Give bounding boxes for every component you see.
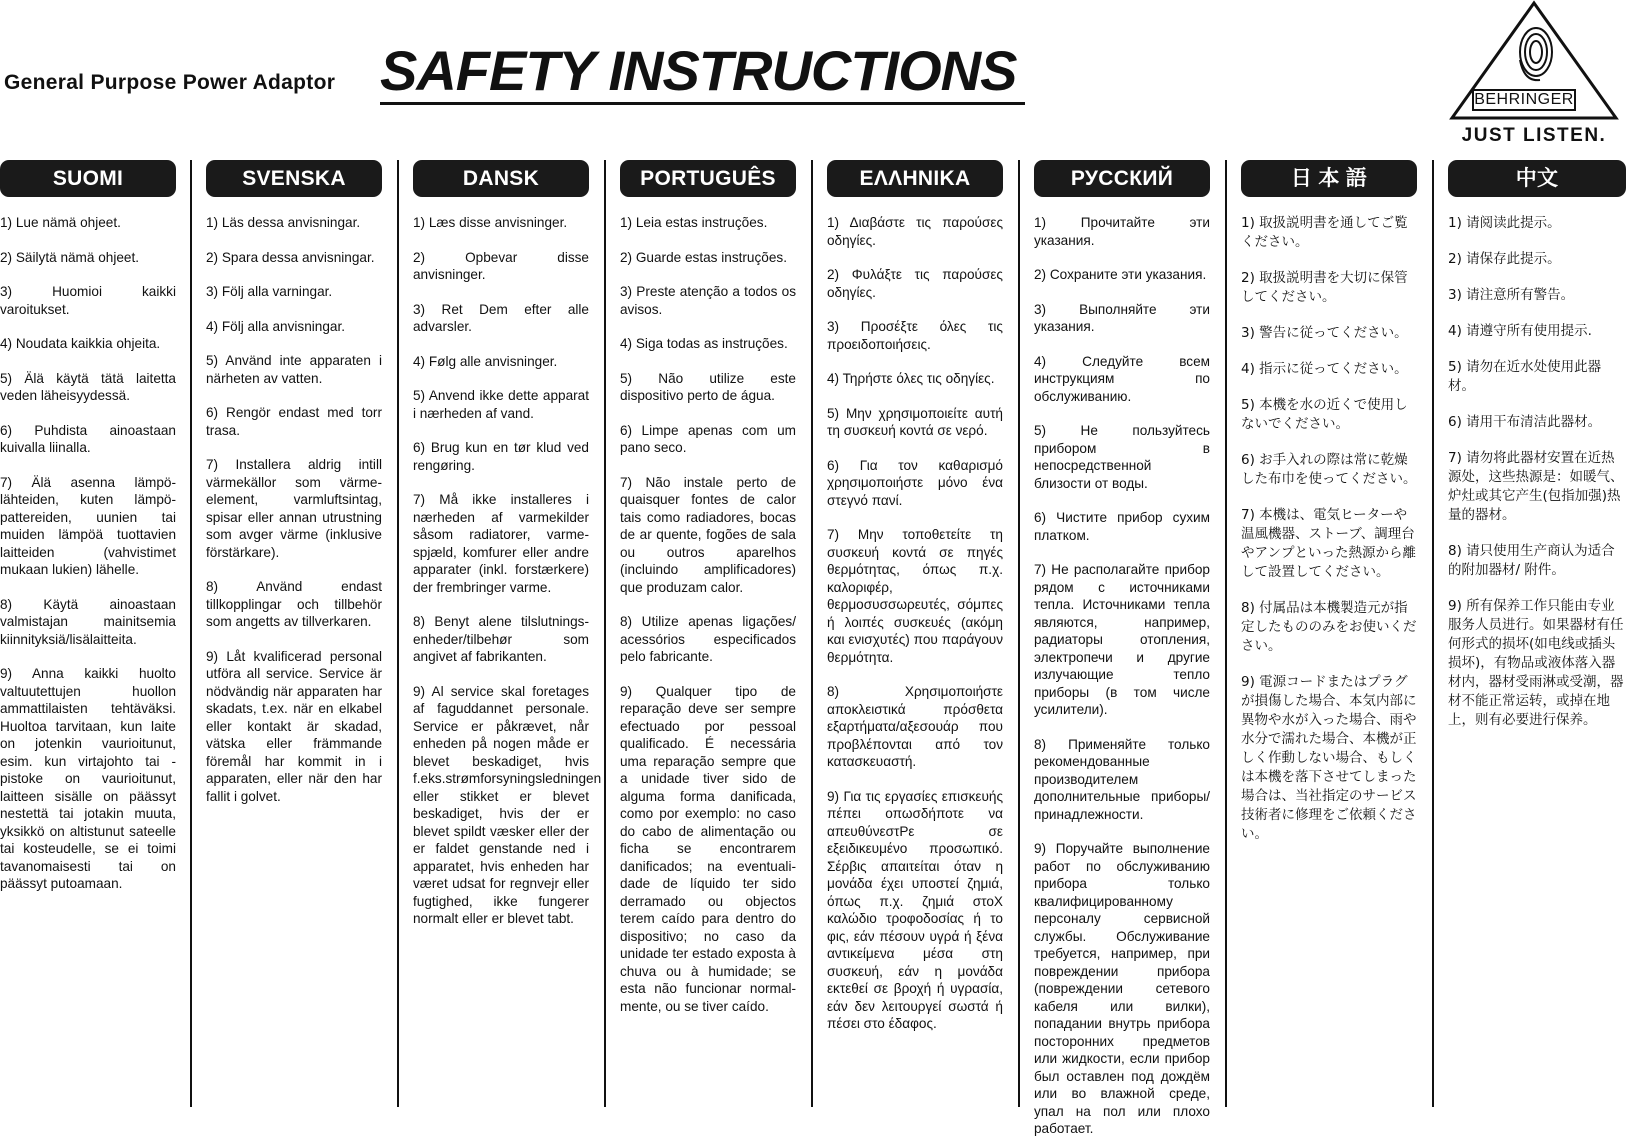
column-divider <box>190 160 192 1107</box>
column-divider <box>1432 160 1434 1107</box>
instruction-item: 5) Não utilize este dispositivo perto de água. <box>620 370 796 403</box>
logo-tagline: JUST LISTEN. <box>1461 125 1607 146</box>
document-subtitle: General Purpose Power Adaptor <box>4 71 336 94</box>
instruction-item: 1) Läs dessa anvisningar. <box>206 215 361 230</box>
instruction-item: 6) Για τον καθαρισμό χρησιμοποιήστε μόνο ένα στεγνό πανί. <box>827 457 1003 508</box>
instruction-item: 7) Älä asenna lämpö-lähteiden, kuten lämpö-pattereiden, uunien tai muiden lämpöä tuottavien laitteiden (vahvistimet mukaan lukien) lähelle. <box>0 474 176 577</box>
instruction-item: 1) Прочитайте эти указания. <box>1034 215 1210 248</box>
instruction-item: 6) Puhdista ainoastaan kuivalla liinalla. <box>0 422 176 455</box>
instruction-item: 4) Noudata kaikkia ohjeita. <box>0 336 161 351</box>
instruction-item: 7) Må ikke installeres i nærheden af varmekilder såsom radiatorer, varme-spjæld, komfurer eller andre apparater (inkl. forstærkere) der frembringer varme. <box>413 492 589 595</box>
instruction-item: 1) 取扱説明書を通してご覧ください。 <box>1241 215 1408 250</box>
instruction-item: 2) Сохраните эти указания. <box>1034 267 1207 282</box>
instruction-item: 9) 電源コードまたはプラグが損傷した場合、本気内部に異物や水が入った場合、雨や水分で濡れた場合、本機が正しく作動しない場合、もしくは本機を落下させてしまった場合は、当社指定のサービス技術者に修理をご依頼ください。 <box>1241 674 1417 842</box>
instruction-item: 5) 请勿在近水处使用此器材。 <box>1448 359 1602 394</box>
column-divider <box>811 160 813 1107</box>
instruction-item: 5) 本機を水の近くで使用しないでください。 <box>1241 397 1408 432</box>
column-dansk <box>413 160 602 1107</box>
instruction-item: 1) Leia estas instruções. <box>620 215 768 230</box>
instruction-item: 8) Benyt alene tilslutnings-enheder/tilbehør som angivet af fabrikanten. <box>413 614 589 664</box>
instruction-item: 3) Προσέξτε όλες τις προειδοποιήσεις. <box>827 319 1003 352</box>
instruction-item: 1) Lue nämä ohjeet. <box>0 215 121 230</box>
column-heading: SUOMI <box>0 160 176 197</box>
instruction-item: 7) 请勿将此器材安置在近热源处，这些热源是：如暖气、炉灶或其它产生(包指加强)热量的器材。 <box>1448 450 1624 523</box>
instruction-item: 8) 付属品は本機製造元が指定したもののみをお使いください。 <box>1241 600 1417 654</box>
instruction-item: 9) Για τις εργασίες επισκευής πέπει οπωσδήποτε να απευθύνεστΡε σε εξειδικευμένο προσωπικό. Σέρβις απαιτείται όταν η μονάδα έχει υποστεί ζημιά, όπως π.χ. ζημιά στοΧ καλώδιο τροφοδοσίας ή το φις, εάν πέσουν υγρά ή ξένα αντικείμενα μέσα στη συσκευή, εάν η μονάδα εκτεθεί σε βροχή ή υγρασία, εάν δεν λειτουργεί σωστά ή πέσει στο έδαφος. <box>827 788 1003 1031</box>
instruction-item: 5) Älä käytä tätä laitetta veden läheisyydessä. <box>0 370 176 403</box>
logo-brand: BEHRINGER <box>1472 89 1576 111</box>
instruction-item: 6) 请用干布清洁此器材。 <box>1448 414 1602 430</box>
instruction-item: 3) 警告に従ってください。 <box>1241 325 1408 341</box>
instruction-item: 6) Limpe apenas com um pano seco. <box>620 422 796 455</box>
instruction-item: 4) 请遵守所有使用提示. <box>1448 323 1592 339</box>
instruction-item: 7) Installera aldrig intill värmekällor som värme-element, varmluftsintag, spisar eller annan utrustning som avger värme (inklusive förstärkare). <box>206 457 382 560</box>
instruction-item: 9) Låt kvalificerad personal utföra all service. Service är nödvändig när apparaten har skadats, t.ex. när en elkabel eller kontakt är skadad, vätska eller främmande föremål har kommit in i apparaten, eller när den har fallit i golvet. <box>206 648 382 804</box>
instruction-item: 9) Поручайте выполнение работ по обслуживанию прибора только квалифицированному персоналу сервисной службы. Обслуживание требуется, например, при повреждении прибора (повреждении сетевого кабеля или вилки), попадании внутрь прибора посторонних предметов или жидкости, если прибор был оставлен под дождём или во влажной среде, упал на пол или плохо работает. <box>1034 841 1210 1136</box>
instruction-item: 3) Ret Dem efter alle advarsler. <box>413 301 589 334</box>
column-heading: DANSK <box>413 160 589 197</box>
instruction-item: 7) Не располагайте прибор рядом с источниками тепла. Источниками тепла являются, например, радиаторы отопления, электропечи и другие излучающие тепло приборы (в том числе усилители). <box>1034 562 1210 717</box>
instruction-item: 2) 取扱説明書を大切に保管してください。 <box>1241 270 1408 305</box>
instruction-item: 4) Следуйте всем инструкциям по обслуживанию. <box>1034 353 1210 404</box>
instruction-item: 7) Μην τοποθετείτε τη συσκευή κοντά σε πηγές θερμότητας, όπως π.χ. καλοριφέρ, θερμοσυσσωρευτές, σόμπες ή λοιπές συσκευές (ακόμη και ενισχυτές) που παράγουν θερμότητα. <box>827 527 1003 665</box>
instruction-item: 2) Spara dessa anvisningar. <box>206 249 375 265</box>
column-portugues <box>620 160 796 1107</box>
instruction-item: 2) Φυλάξτε τις παρούσες οδηγίες. <box>827 267 1003 300</box>
instruction-item: 4) Siga todas as instruções. <box>620 336 788 351</box>
document-title: SAFETY INSTRUCTIONS <box>380 40 1025 105</box>
instruction-item: 1) 请阅读此提示。 <box>1448 215 1561 231</box>
column-heading: 日 本 語 <box>1241 160 1417 197</box>
instruction-item: 5) Anvend ikke dette apparat i nærheden af vand. <box>413 388 589 421</box>
column-chinese <box>1448 160 1626 1107</box>
instruction-item: 2) Säilytä nämä ohjeet. <box>0 249 140 265</box>
instruction-item: 3) Huomioi kaikki varoitukset. <box>0 284 176 317</box>
instruction-item: 5) Μην χρησιμοποιείτε αυτή τη συσκευή κοντά σε νερό. <box>827 405 1003 438</box>
instruction-item: 7) Não instale perto de quaisquer fontes de calor tais como radiadores, bocas de ar quente, fogões de sala ou outros aparelhos (incluindo amplificadores) que produzam calor. <box>620 474 796 595</box>
instruction-item: 4) Følg alle anvisninger. <box>413 353 558 369</box>
instruction-item: 9) Qualquer tipo de reparação deve ser sempre efectuado por pessoal qualificado. É necessária uma reparação sempre que a unidade tiver sido de alguma forma danificada, como por exemplo: no caso do cabo de alimentação ou ficha se encontrarem danificados; na eventuali-dade de líquido ter sido derramado ou objectos terem caído para dentro do dispositivo; no caso da unidade ter estado exposta à chuva ou à humidade; se esta não funcionar normal-mente, ou se tiver caído. <box>620 683 796 1014</box>
column-suomi <box>0 160 176 1107</box>
instruction-item: 1) Læs disse anvisninger. <box>413 215 568 230</box>
instruction-item: 2) Opbevar disse anvisninger. <box>413 249 589 282</box>
column-heading: РУССКИЙ <box>1034 160 1210 197</box>
column-heading: 中文 <box>1448 160 1626 197</box>
column-russkiy <box>1034 160 1210 1136</box>
column-svenska <box>206 160 382 1107</box>
instruction-item: 3) Preste atenção a todos os avisos. <box>620 284 796 317</box>
instruction-item: 4) Τηρήστε όλες τις οδηγίες. <box>827 371 995 386</box>
column-divider <box>1225 160 1227 1107</box>
column-heading: ΕΛΛΗΝΙΚΑ <box>827 160 1003 197</box>
column-ellinika <box>827 160 1003 1107</box>
column-japanese <box>1241 160 1417 1107</box>
column-heading: PORTUGUÊS <box>620 160 796 197</box>
instruction-item: 4) 指示に従ってください。 <box>1241 361 1408 377</box>
instruction-item: 3) Följ alla varningar. <box>206 284 333 299</box>
instruction-item: 6) Rengör endast med torr trasa. <box>206 405 382 438</box>
instruction-item: 8) Använd endast tillkopplingar och tillbehör som angetts av tillverkaren. <box>206 579 382 629</box>
column-divider <box>1018 160 1020 1107</box>
instruction-item: 8) Применяйте только рекомендованные производителем дополнительные приборы/ принадлежности. <box>1034 736 1210 822</box>
instruction-item: 6) お手入れの際は常に乾燥した布巾を使ってください。 <box>1241 452 1417 487</box>
column-heading: SVENSKA <box>206 160 382 197</box>
instruction-item: 3) 请注意所有警告。 <box>1448 287 1575 303</box>
instruction-item: 9) 所有保养工作只能由专业服务人员进行。如果器材有任何形式的损坏(如电线或插头损坏)，有物品或液体落入器材内，器材受雨淋或受潮，器材不能正常运转，或掉在地上，则有必要进行保养。 <box>1448 598 1624 728</box>
instruction-item: 8) Utilize apenas ligações/ acessórios especificados pelo fabricante. <box>620 614 796 664</box>
instruction-item: 9) Al service skal foretages af faguddannet personale. Service er påkrævet, når enheden på nogen måde er blevet beskadiget, hvis f.eks.strømforsyningsledningen eller stikket er blevet beskadiget, hvis der er blevet spildt væsker eller der er faldet genstande ned i apparatet, hvis enheden har været udsat for regnvejr eller fugtighed, ikke fungerer normalt eller er blevet tabt. <box>413 683 602 926</box>
instruction-item: 6) Чистите прибор сухим платком. <box>1034 510 1210 543</box>
instruction-item: 9) Anna kaikki huolto valtuutettujen huollon ammattilaisten tehtäväksi. Huoltoa tarvitaan, kun laite on jotenkin vaurioitunut, esim. kun virtajohto tai -pistoke on vaurioitunut, laitteen sisälle on päässyt nestettä tai jotakin muuta, yksikkö on altistunut sateelle tai kosteudelle, se ei toimi tavanomaisesti tai on päässyt putoamaan. <box>0 666 176 891</box>
instruction-item: 6) Brug kun en tør klud ved rengøring. <box>413 440 589 473</box>
instruction-item: 5) Не пользуйтесь прибором в непосредственной близости от воды. <box>1034 423 1210 491</box>
instruction-item: 5) Använd inte apparaten i närheten av vatten. <box>206 353 382 386</box>
instruction-item: 1) Διαβάστε τις παρούσες οδηγίες. <box>827 215 1003 248</box>
instruction-item: 8) Käytä ainoastaan valmistajan mainitsemia kiinnityksiä/lisälaitteita. <box>0 596 176 647</box>
behringer-logo <box>1440 0 1628 148</box>
instruction-item: 3) Выполняйте эти указания. <box>1034 301 1210 334</box>
instruction-item: 2) Guarde estas instruções. <box>620 249 787 265</box>
column-divider <box>397 160 399 1107</box>
column-divider <box>604 160 606 1107</box>
instruction-item: 2) 请保存此提示。 <box>1448 251 1561 267</box>
instruction-item: 8) 请只使用生产商认为适合的附加器材/ 附件。 <box>1448 543 1615 578</box>
instruction-item: 7) 本機は、電気ヒーターや温風機器、ストーブ、調理台やアンプといった熱源から離して設置してください。 <box>1241 507 1416 580</box>
instruction-item: 8) Χρησιμοποιήστε αποκλειστικά πρόσθετα εξαρτήματα/αξεσουάρ που προβλέπονται από τον κατασκευαστή. <box>827 684 1003 769</box>
instruction-item: 4) Följ alla anvisningar. <box>206 318 346 334</box>
